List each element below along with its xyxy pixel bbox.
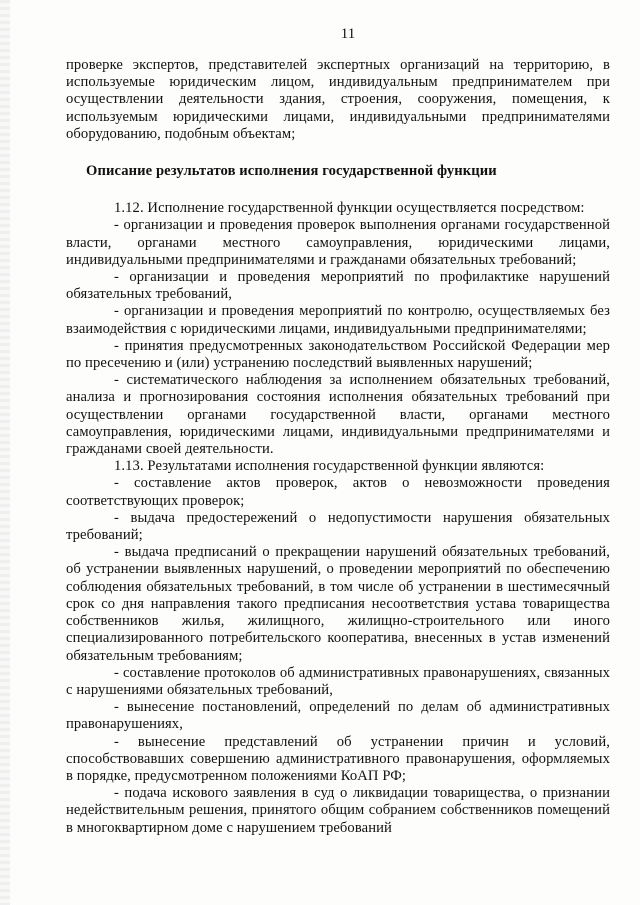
section-heading: Описание результатов исполнения государственной функции xyxy=(86,163,497,180)
paragraph: - вынесение постановлений, определений по делам об административных правонарушениях, xyxy=(66,699,610,733)
paragraph: - организации и проведения мероприятий по профилактике нарушений обязательных требований, xyxy=(66,269,610,303)
paragraph: - составление актов проверок, актов о невозможности проведения соответствующих проверок; xyxy=(66,475,610,509)
paragraph: - подача искового заявления в суд о ликвидации товарищества, о признании недействительным решения, принятого общим собранием собственников помещений в многоквартирном доме с нарушением требований xyxy=(66,785,610,836)
page-number: 11 xyxy=(340,26,356,42)
paragraph: - выдача предостережений о недопустимости нарушения обязательных требований; xyxy=(66,509,610,544)
paragraph: - организации и проведения мероприятий по контролю, осуществляемых без взаимодействия с юридическими лицами, индивидуальными предпринимателями; xyxy=(66,303,610,337)
paragraph: - вынесение представлений об устранении причин и условий, способствовавших совершению административного правонарушения, оформляемых в порядке, предусмотренном положениями КоАП РФ; xyxy=(66,733,610,784)
paragraph: - выдача предписаний о прекращении нарушений обязательных требований, об устранении выявленных нарушений, о проведении мероприятий по обеспечению соблюдения обязательных требований, в том числе об устранении в шестимесячный срок со дня направления такого предписания несоответствия устава товарищества собственников жилья, жилищного, жилищно-строительного или иного специализированного потребительского кооператива, внесенных в устав изменений обязательным требованиям; xyxy=(66,544,610,664)
paragraph: - систематического наблюдения за исполнением обязательных требований, анализа и прогнозирования состояния исполнения обязательных требований при осуществлении органами государственной власти, органами местного самоуправления, юридическими лицами, индивидуальными предпринимателями и гражданами своей деятельности. xyxy=(66,372,610,458)
intro-paragraph: проверке экспертов, представителей экспертных организаций на территорию, в используемые юридическим лицом, индивидуальным предпринимателем при осуществлении деятельности здания, строения, сооружения, помещения, к используемым юридическими лицами, индивидуальными предпринимателями оборудованию, подобным объектам; xyxy=(66,57,610,142)
paragraph: - принятия предусмотренных законодательством Российской Федерации мер по пресечению и (или) устранению последствий выявленных нарушений; xyxy=(66,337,610,372)
document-body xyxy=(66,57,610,837)
scan-edge-artifact xyxy=(0,0,10,905)
paragraph: - организации и проведения проверок выполнения органами государственной власти, органами местного самоуправления, юридическими лицами, индивидуальными предпринимателями и гражданами обязательных требований; xyxy=(66,217,610,268)
paragraph: - составление протоколов об административных правонарушениях, связанных с нарушениями обязательных требований, xyxy=(66,664,610,698)
paragraph: 1.13. Результатами исполнения государственной функции являются: xyxy=(114,458,545,475)
paragraph: 1.12. Исполнение государственной функции осуществляется посредством: xyxy=(114,200,585,217)
